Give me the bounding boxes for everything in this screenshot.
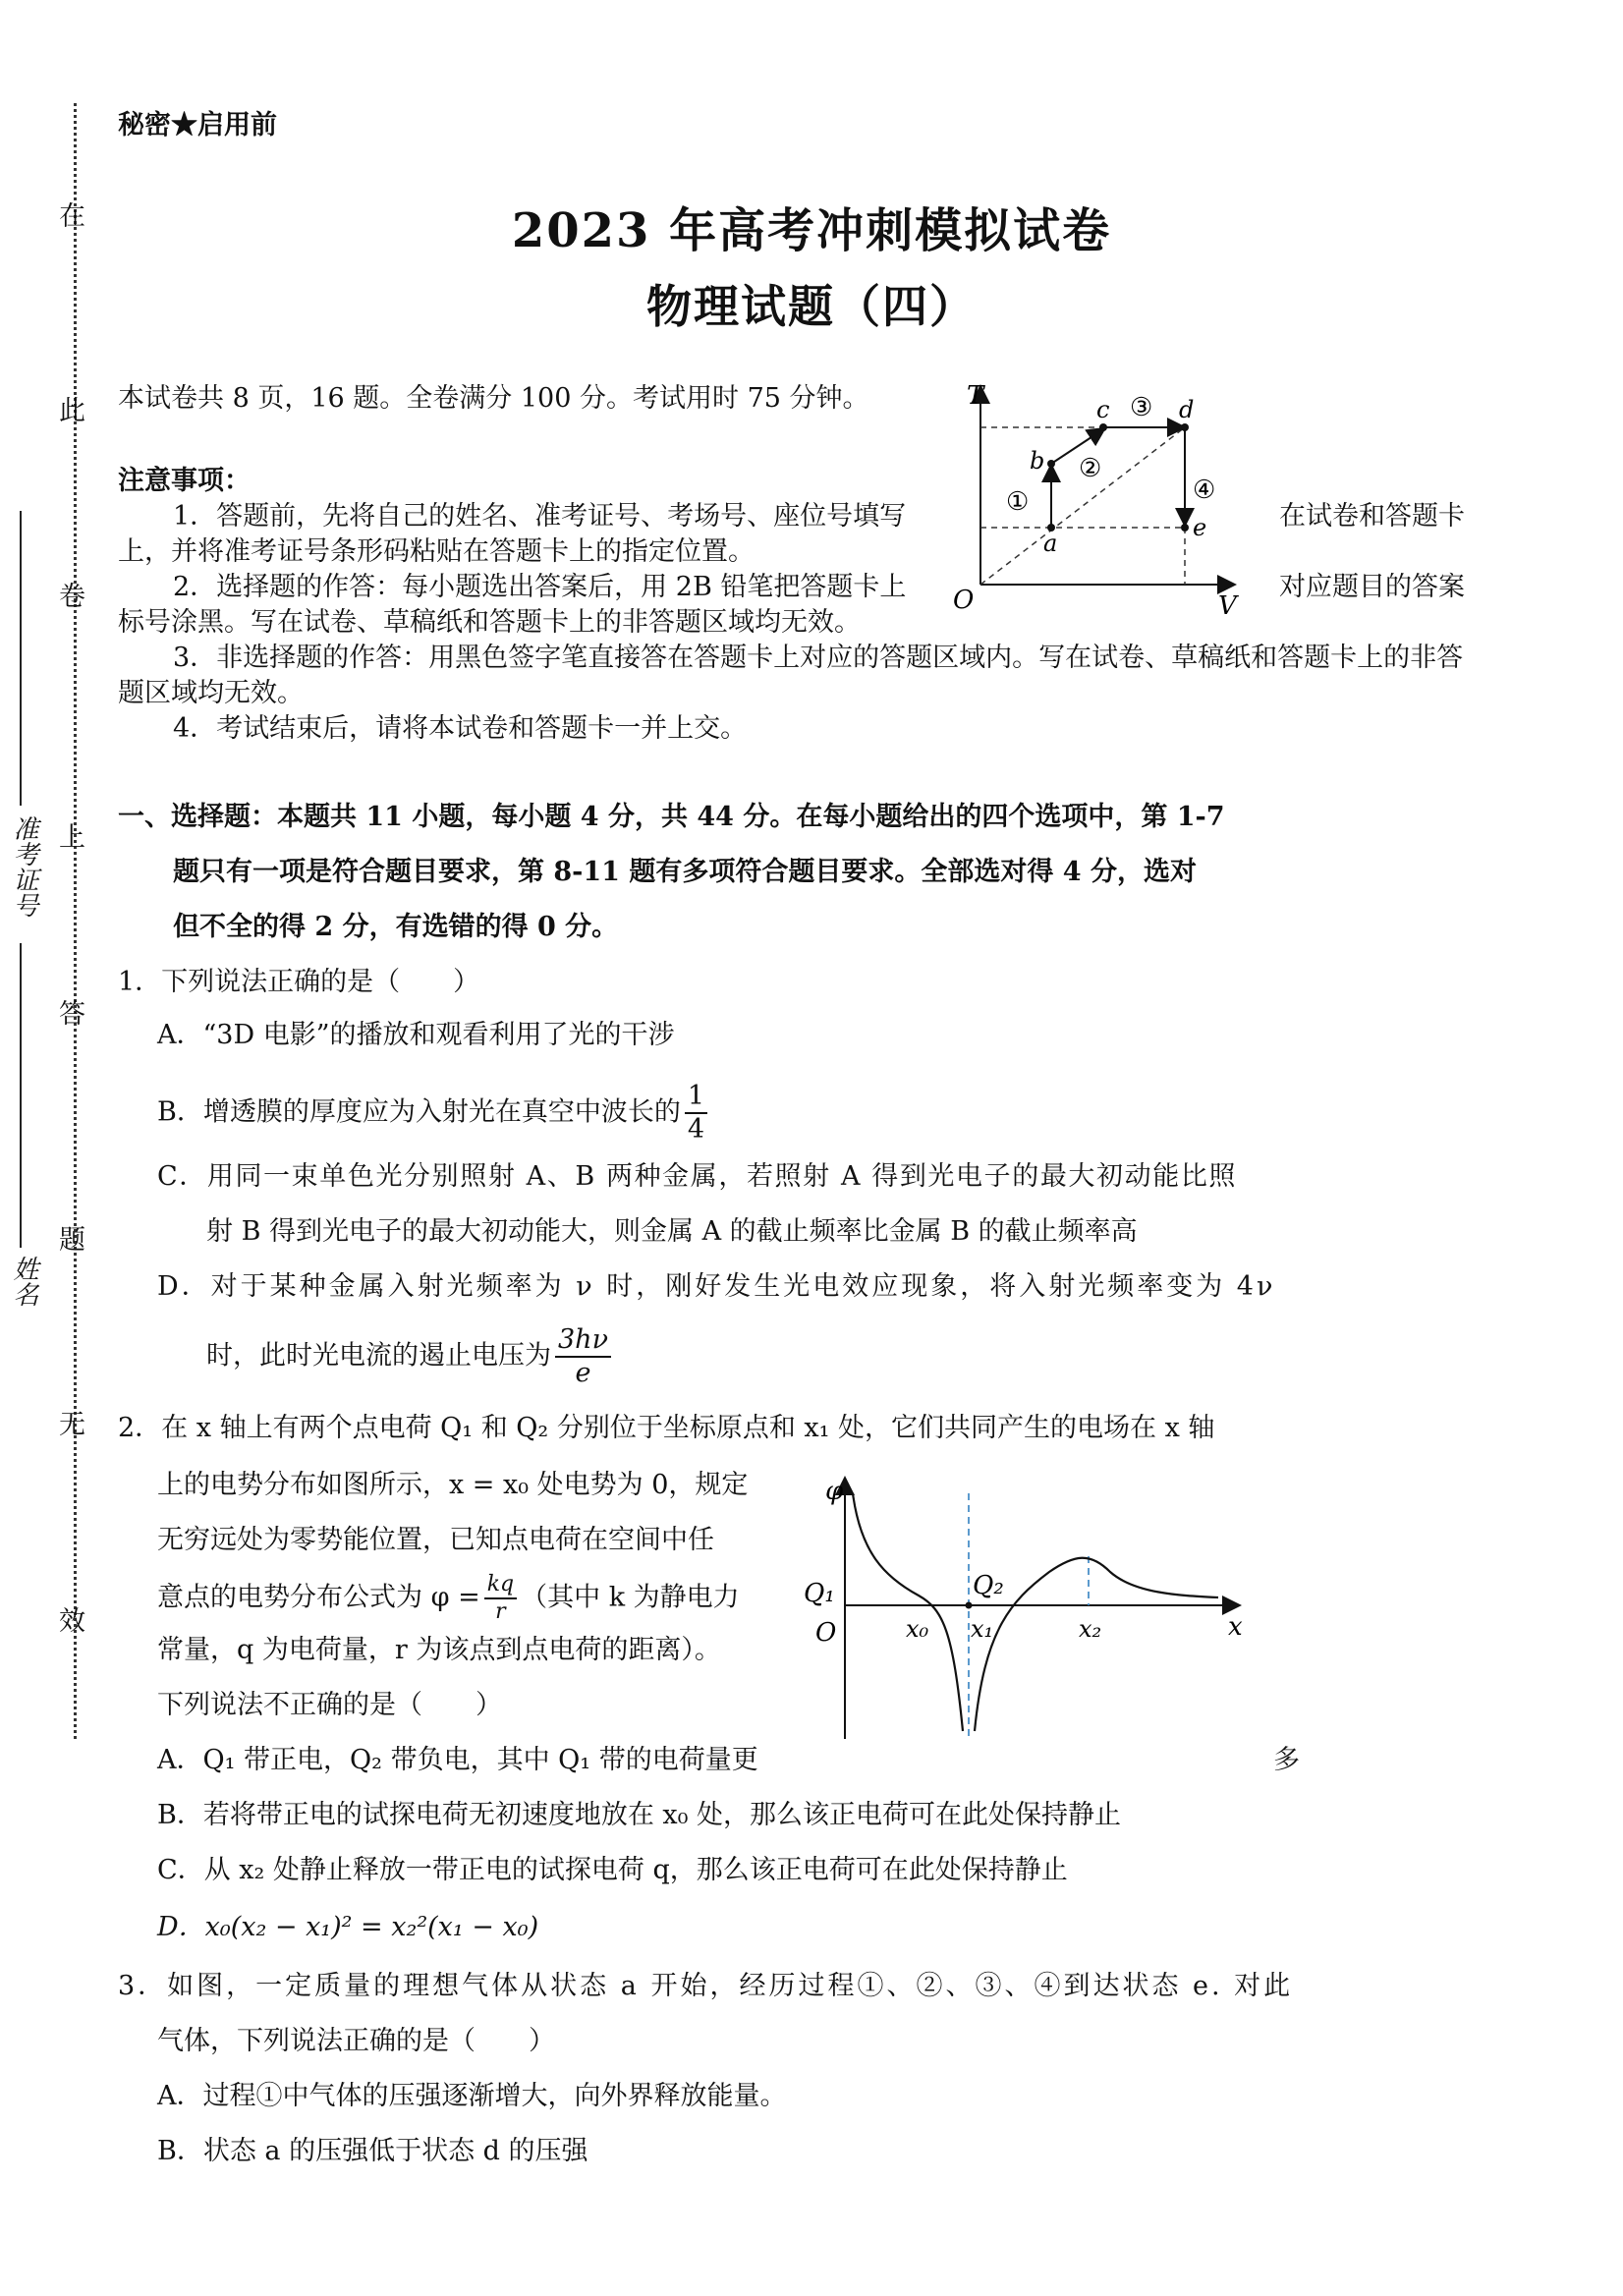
q1-option-b-text: B．增透膜的厚度应为入射光在真空中波长的 (157, 1096, 681, 1128)
tv-diagram (953, 378, 1248, 624)
x-axis-label: x (1228, 1612, 1243, 1642)
margin-char: 效 (59, 1606, 85, 1637)
exam-title: 2023 年高考冲刺模拟试卷 (511, 203, 1112, 258)
point-c: c (1096, 396, 1110, 423)
q1-option-d2-text: 时，此时光电流的遏止电压为 (206, 1340, 551, 1372)
point-e: e (1193, 514, 1207, 541)
q2-line3-b: （其中 k 为静电力 (521, 1582, 740, 1613)
id-label: 准考证号 (9, 815, 38, 918)
id-blank-line-top (20, 511, 22, 806)
q1-fraction (685, 1081, 707, 1146)
q3-stem: 3．如图，一定质量的理想气体从状态 a 开始，经历过程①、②、③、④到达状态 e. 对此 (118, 1971, 1294, 2001)
margin-char: 在 (59, 201, 85, 232)
q2-option-c: C．从 x₂ 处静止释放一带正电的试探电荷 q，那么该正电荷可在此处保持静止 (157, 1855, 1068, 1885)
q2-option-a: A．Q₁ 带正电，Q₂ 带负电，其中 Q₁ 带的电荷量更 (157, 1745, 758, 1775)
point-b: b (1030, 447, 1045, 475)
notes-title: 注意事项： (118, 466, 251, 496)
phi-curve-right (975, 1558, 1218, 1731)
q2-line2: 无穷远处为零势能位置，已知点电荷在空间中任 (157, 1525, 714, 1555)
t-axis-label: T (967, 381, 984, 411)
note-4: 4．考试结束后，请将本试卷和答题卡一并上交。 (173, 713, 748, 744)
note-3b: 题区域均无效。 (118, 678, 304, 708)
note-1b: 在试卷和答题卡 (1279, 501, 1465, 532)
q3-option-b: B．状态 a 的压强低于状态 d 的压强 (157, 2136, 588, 2166)
section1-line1: 一、选择题：本题共 11 小题，每小题 4 分，共 44 分。在每小题给出的四个选项中，第 1-7 (118, 802, 1225, 832)
note-1c: 上，并将准考证号条形码粘贴在答题卡上的指定位置。 (118, 536, 755, 567)
section1-line2: 题只有一项是符合题目要求，第 8-11 题有多项符合题目要求。全部选对得 4 分，选对 (173, 857, 1197, 887)
q1-label: Q₁ (804, 1579, 835, 1608)
note-2a: 2．选择题的作答：每小题选出答案后，用 2B 铅笔把答题卡上 (173, 572, 907, 602)
q2-option-d: D．x₀(x₂ − x₁)² = x₂²(x₁ − x₀) (157, 1912, 539, 1942)
process-1-label: ① (1006, 487, 1030, 517)
fraction-numerator: 1 (685, 1081, 707, 1114)
exam-subtitle: 物理试题（四） (646, 280, 977, 333)
point-a: a (1043, 530, 1058, 557)
section1-line3: 但不全的得 2 分，有选错的得 0 分。 (173, 912, 619, 942)
margin-char: 上 (59, 822, 85, 853)
q1-option-c1: C．用同一束单色光分别照射 A、B 两种金属，若照射 A 得到光电子的最大初动能比照 (157, 1161, 1238, 1192)
fraction-numerator: kq (484, 1572, 517, 1599)
fraction-numerator: 3hν (555, 1324, 611, 1358)
fraction-denominator: e (575, 1358, 591, 1388)
q1-option-b (157, 1081, 711, 1146)
process-4-label: ④ (1193, 476, 1216, 505)
q1-option-c2: 射 B 得到光电子的最大初动能大，则金属 A 的截止频率比金属 B 的截止频率高 (206, 1216, 1138, 1247)
margin-char: 此 (59, 396, 85, 426)
q3-stem-2: 气体，下列说法正确的是（ ） (157, 2026, 555, 2056)
q1-stem: 1．下列说法正确的是（ ） (118, 967, 480, 997)
fraction-denominator: r (495, 1599, 506, 1624)
q1-option-d1: D．对于某种金属入射光频率为 ν 时，刚好发生光电效应现象，将入射光频率变为 4ν (157, 1271, 1276, 1302)
note-2b: 对应题目的答案 (1279, 572, 1465, 602)
fraction-denominator: 4 (687, 1114, 705, 1145)
x2-label: x₂ (1079, 1615, 1102, 1643)
margin-char: 无 (59, 1410, 85, 1440)
binding-dotted-line (74, 103, 77, 1739)
q2-option-b: B．若将带正电的试探电荷无初速度地放在 x₀ 处，那么该正电荷可在此处保持静止 (157, 1800, 1122, 1830)
phi-graph (796, 1474, 1248, 1749)
q2-label: Q₂ (973, 1571, 1004, 1600)
x1-label: x₁ (971, 1615, 994, 1643)
origin-label: O (953, 586, 975, 615)
id-blank-line-bottom (20, 943, 22, 1248)
q2-option-a-end: 多 (1273, 1745, 1300, 1775)
process-2-label: ② (1079, 454, 1102, 483)
q1-d-fraction (555, 1324, 611, 1389)
intro-line: 本试卷共 8 页，16 题。全卷满分 100 分。考试用时 75 分钟。 (118, 383, 869, 414)
q1-option-d2 (206, 1324, 615, 1389)
margin-char: 答 (59, 999, 85, 1030)
note-1a: 1．答题前，先将自己的姓名、准考证号、考场号、座位号填写 (173, 501, 907, 532)
point-d: d (1179, 396, 1195, 423)
q2-line4: 常量，q 为电荷量，r 为该点到点电荷的距离）。 (157, 1635, 721, 1665)
phi-axis-label: φ (825, 1477, 844, 1506)
q2-fraction (484, 1572, 517, 1625)
x0-label: x₀ (906, 1615, 929, 1643)
phi-curve-left (853, 1493, 963, 1731)
q2-line1: 上的电势分布如图所示，x = x₀ 处电势为 0，规定 (157, 1470, 749, 1500)
q2-stem: 2．在 x 轴上有两个点电荷 Q₁ 和 Q₂ 分别位于坐标原点和 x₁ 处，它们共同产生的电场在 x 轴 (118, 1413, 1215, 1443)
v-axis-label: V (1218, 591, 1237, 621)
name-label: 姓名 (9, 1256, 38, 1307)
origin-label: O (815, 1618, 837, 1648)
q1-option-a: A．“3D 电影”的播放和观看利用了光的干涉 (157, 1020, 675, 1050)
process-3-label: ③ (1130, 393, 1153, 422)
q2-line3-a: 意点的电势分布公式为 φ = (157, 1582, 480, 1613)
q3-option-a: A．过程①中气体的压强逐渐增大，向外界释放能量。 (157, 2081, 787, 2111)
q2-line5: 下列说法不正确的是（ ） (157, 1690, 502, 1720)
q2-line3 (157, 1572, 740, 1625)
margin-char: 题 (59, 1225, 85, 1256)
note-3a: 3．非选择题的作答：用黑色签字笔直接答在答题卡上对应的答题区域内。写在试卷、草稿纸和答题卡上的非答 (173, 643, 1464, 673)
note-2c: 标号涂黑。写在试卷、草稿纸和答题卡上的非答题区域均无效。 (118, 607, 861, 638)
margin-char: 卷 (59, 582, 85, 612)
secret-label: 秘密★启用前 (118, 110, 277, 140)
